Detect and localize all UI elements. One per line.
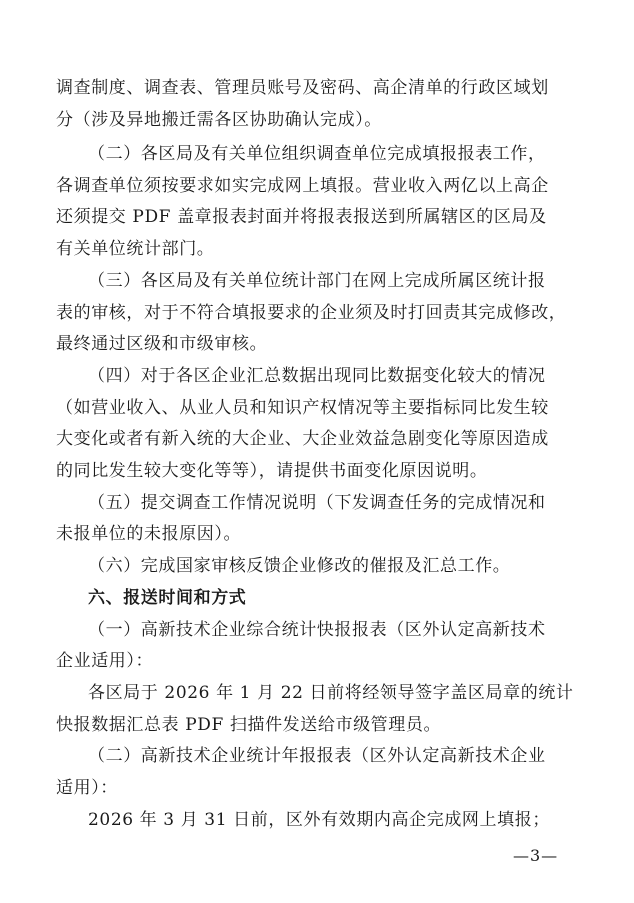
body-line-20: 各区局于 2026 年 1 月 22 日前将经领导签字盖区局章的统计	[88, 683, 574, 703]
body-line-12: 大变化或者有新入统的大企业、大企业效益急剧变化等原因造成	[56, 429, 549, 449]
body-line-8: 表的审核，对于不符合填报要求的企业须及时打回责其完成修改，	[56, 303, 567, 323]
body-line-11: （如营业收入、从业人员和知识产权情况等主要指标同比发生较	[56, 398, 549, 418]
body-line-14: （五）提交调查工作情况说明（下发调查任务的完成情况和	[88, 493, 546, 513]
body-line-15: 未报单位的未报原因）。	[56, 524, 242, 544]
section-heading: 六、报送时间和方式	[88, 588, 247, 608]
body-line-5: 还须提交 PDF 盖章报表封面并将报表报送到所属辖区的区局及	[56, 207, 547, 227]
body-line-7: （三）各区局及有关单位统计部门在网上完成所属区统计报	[88, 271, 546, 291]
body-line-18: （一）高新技术企业综合统计快报报表（区外认定高新技术	[88, 620, 546, 640]
body-line-9: 最终通过区级和市级审核。	[56, 334, 268, 354]
body-line-13: 的同比发生较大变化等等），请提供书面变化原因说明。	[56, 461, 488, 481]
body-line-23: 适用）：	[56, 778, 118, 798]
body-line-10: （四）对于各区企业汇总数据出现同比数据变化较大的情况	[88, 366, 546, 386]
body-line-4: 各调查单位须按要求如实完成网上填报。营业收入两亿以上高企	[56, 176, 549, 196]
body-line-2: 分（涉及异地搬迁需各区协助确认完成）。	[56, 110, 382, 130]
body-line-24: 2026 年 3 月 31 日前，区外有效期内高企完成网上填报；	[88, 810, 550, 830]
body-line-19: 企业适用）：	[56, 651, 154, 671]
body-line-16: （六）完成国家审核反馈企业修改的催报及汇总工作。	[88, 556, 511, 576]
body-line-21: 快报数据汇总表 PDF 扫描件发送给市级管理员。	[56, 715, 442, 735]
body-line-22: （二）高新技术企业统计年报报表（区外认定高新技术企业	[88, 746, 546, 766]
body-line-1: 调查制度、调查表、管理员账号及密码、高企清单的行政区域划	[56, 78, 549, 98]
body-line-3: （二）各区局及有关单位组织调查单位完成填报报表工作，	[88, 144, 546, 164]
body-line-6: 有关单位统计部门。	[56, 239, 215, 259]
page-number: —3—	[513, 846, 559, 865]
